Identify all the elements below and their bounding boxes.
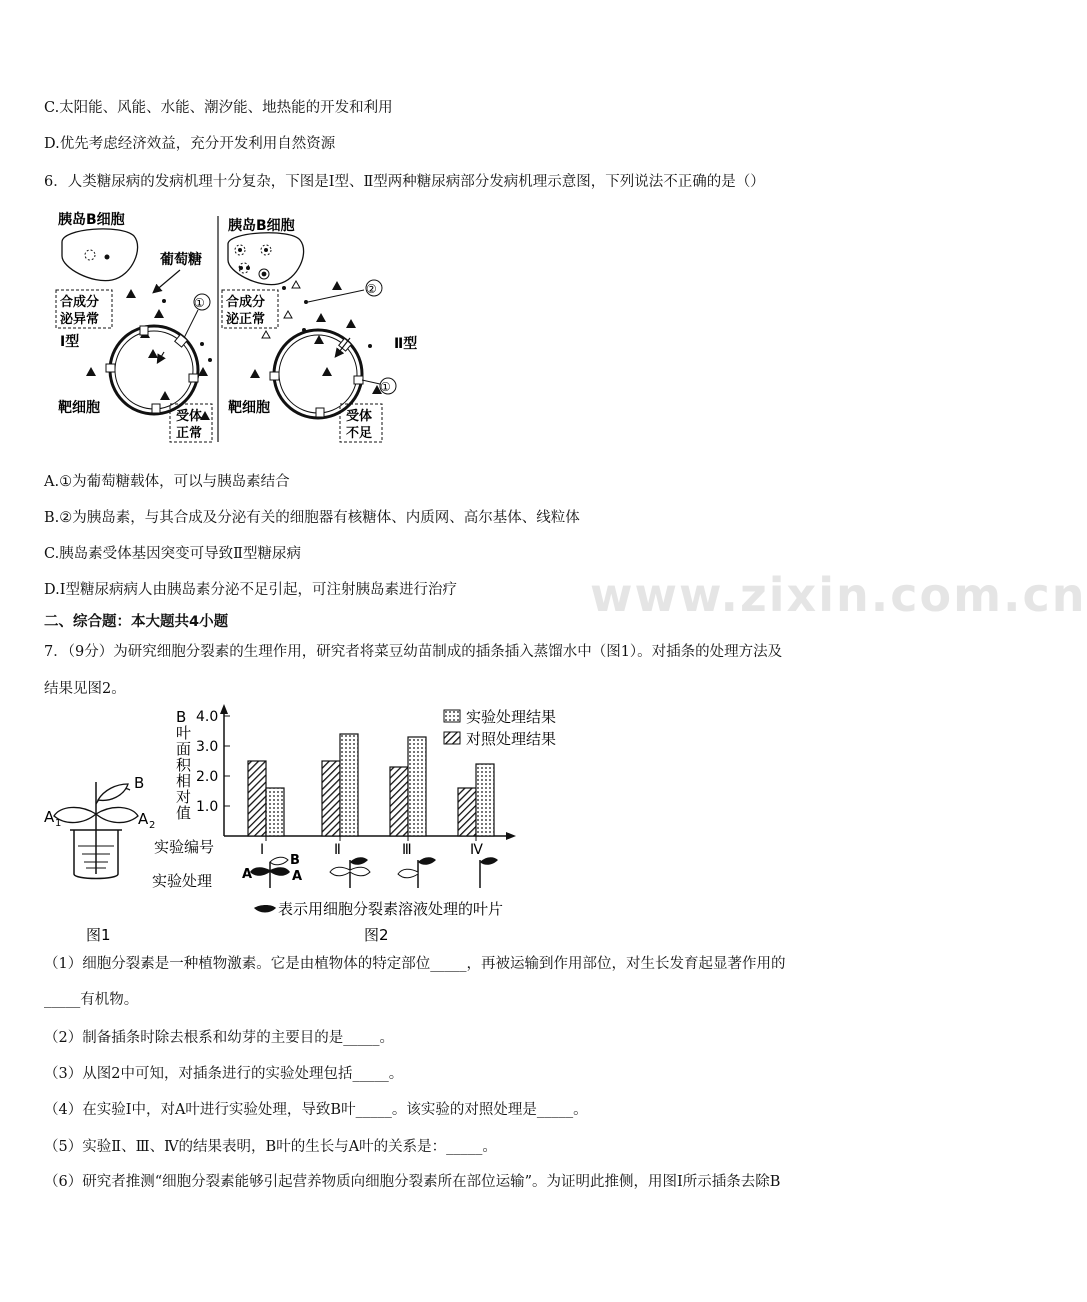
- y-axis-label-char: 积: [176, 756, 192, 774]
- right-cell-label: 胰岛B细胞: [228, 218, 295, 234]
- section-2-heading: 二、综合题：本大题共4小题: [44, 614, 229, 630]
- bar-control-4: [458, 788, 476, 836]
- svg-text:2: 2: [149, 820, 156, 831]
- svg-text:受体: 受体: [176, 409, 203, 424]
- y-tick-label: 1.0: [196, 799, 219, 815]
- question-7-stem-2: 结果见图2。: [44, 681, 126, 697]
- y-axis-label-char: 相: [176, 772, 192, 790]
- option-5c: C.太阳能、风能、水能、潮汐能、地热能的开发和利用: [44, 100, 393, 116]
- svg-text:A: A: [242, 867, 253, 882]
- svg-text:A: A: [44, 808, 55, 826]
- legend-label-experimental: 实验处理结果: [466, 708, 557, 726]
- svg-text:1: 1: [55, 818, 62, 829]
- y-axis-label-char: 叶: [176, 724, 192, 742]
- bar-control-2: [322, 761, 340, 836]
- q7-part-4: （4）在实验Ⅰ中，对A叶进行实验处理，导致B叶_____。该实验的对照处理是_____。: [44, 1102, 588, 1118]
- q7-part-1b: _____有机物。: [44, 992, 139, 1008]
- y-tick-label: 2.0: [196, 769, 219, 785]
- q7-part-5: （5）实验Ⅱ、Ⅲ、Ⅳ的结果表明，B叶的生长与A叶的关系是：_____。: [44, 1139, 497, 1155]
- treatment-icon-1: [242, 853, 302, 888]
- svg-text:不足: 不足: [346, 426, 373, 441]
- legend-swatch-control: [444, 732, 460, 744]
- question-7-stem-1: 7．（9分）为研究细胞分裂素的生理作用，研究者将菜豆幼苗制成的插条插入蒸馏水中（图1）。对插条的处理方法及: [44, 644, 783, 660]
- q7-part-6: （6）研究者推测“细胞分裂素能够引起营养物质向细胞分裂素所在部位运输”。为证明此推侧，用图Ⅰ所示插条去除B: [44, 1174, 781, 1190]
- treatment-icon-2: [330, 857, 370, 888]
- watermark: www.zixin.com.cn: [590, 568, 1087, 622]
- bar-experimental-2: [340, 734, 358, 836]
- svg-text:A: A: [292, 869, 303, 884]
- bar-control-1: [248, 761, 266, 836]
- bar-experimental-3: [408, 737, 426, 836]
- right-type-label: Ⅱ型: [394, 336, 418, 352]
- svg-text:泌正常: 泌正常: [226, 312, 266, 327]
- diabetes-mechanism-diagram: [52, 206, 432, 446]
- option-6b: B.②为胰岛素，与其合成及分泌有关的细胞器有核糖体、内质网、高尔基体、线粒体: [44, 510, 580, 526]
- y-axis-label-char: B: [176, 708, 187, 726]
- legend-note: 表示用细胞分裂素溶液处理的叶片: [278, 900, 504, 918]
- left-islet-cell-shape: [62, 229, 138, 281]
- row-label-experiment-no: 实验编号: [154, 838, 215, 856]
- x-category-label: Ⅲ: [402, 842, 412, 858]
- left-target-label: 靶细胞: [58, 400, 100, 416]
- option-6a: A.①为葡萄糖载体，可以与胰岛素结合: [44, 474, 290, 490]
- question-6-stem: 6．人类糖尿病的发病机理十分复杂，下图是Ⅰ型、Ⅱ型两种糖尿病部分发病机理示意图，下列说法不正确的是（）: [44, 174, 765, 190]
- legend-label-control: 对照处理结果: [466, 730, 557, 748]
- q7-part-3: （3）从图2中可知，对插条进行的实验处理包括_____。: [44, 1066, 404, 1082]
- legend-swatch-experimental: [444, 710, 460, 722]
- y-axis-label-char: 值: [176, 804, 192, 822]
- svg-text:受体: 受体: [346, 409, 373, 424]
- bar-control-3: [390, 767, 408, 836]
- svg-text:合成分: 合成分: [226, 295, 266, 310]
- row-label-treatment: 实验处理: [152, 872, 213, 890]
- svg-text:B: B: [290, 853, 300, 868]
- figure-2-bar-chart: [140, 702, 600, 952]
- option-6d: D.Ⅰ型糖尿病病人由胰岛素分泌不足引起，可注射胰岛素进行治疗: [44, 582, 457, 598]
- y-tick-label: 4.0: [196, 709, 219, 725]
- x-category-label: Ⅰ: [260, 842, 265, 858]
- svg-text:②: ②: [366, 282, 377, 296]
- right-target-label: 靶细胞: [228, 400, 270, 416]
- svg-text:泌异常: 泌异常: [60, 312, 100, 327]
- q7-part-2: （2）制备插条时除去根系和幼芽的主要目的是_____。: [44, 1030, 394, 1046]
- svg-text:B: B: [134, 774, 145, 792]
- svg-text:正常: 正常: [176, 426, 203, 441]
- svg-text:A: A: [138, 810, 149, 828]
- svg-text:合成分: 合成分: [60, 295, 100, 310]
- bar-experimental-4: [476, 764, 494, 836]
- bar-experimental-1: [266, 788, 284, 836]
- svg-text:图1: 图1: [86, 926, 111, 944]
- figure-2-caption: 图2: [364, 926, 389, 944]
- x-category-label: Ⅳ: [470, 842, 483, 858]
- y-tick-label: 3.0: [196, 739, 219, 755]
- x-category-label: Ⅱ: [334, 842, 341, 858]
- q7-part-1a: （1）细胞分裂素是一种植物激素。它是由植物体的特定部位_____，再被运输到作用部位，对生长发育起显著作用的: [44, 956, 786, 972]
- left-cell-label: 胰岛B细胞: [58, 212, 125, 228]
- left-glucose-label: 葡萄糖: [160, 252, 202, 268]
- treatment-icon-3: [398, 857, 436, 888]
- treated-leaf-icon: [254, 905, 276, 913]
- svg-text:①: ①: [194, 296, 205, 310]
- right-islet-cell-shape: [228, 233, 304, 285]
- y-axis-label-char: 对: [176, 788, 192, 806]
- option-6c: C.胰岛素受体基因突变可导致Ⅱ型糖尿病: [44, 546, 302, 562]
- treatment-icon-4: [480, 857, 498, 888]
- y-axis-label-char: 面: [176, 740, 192, 758]
- left-type-label: Ⅰ型: [60, 334, 80, 350]
- option-5d: D.优先考虑经济效益，充分开发利用自然资源: [44, 136, 336, 152]
- svg-text:①: ①: [380, 380, 391, 394]
